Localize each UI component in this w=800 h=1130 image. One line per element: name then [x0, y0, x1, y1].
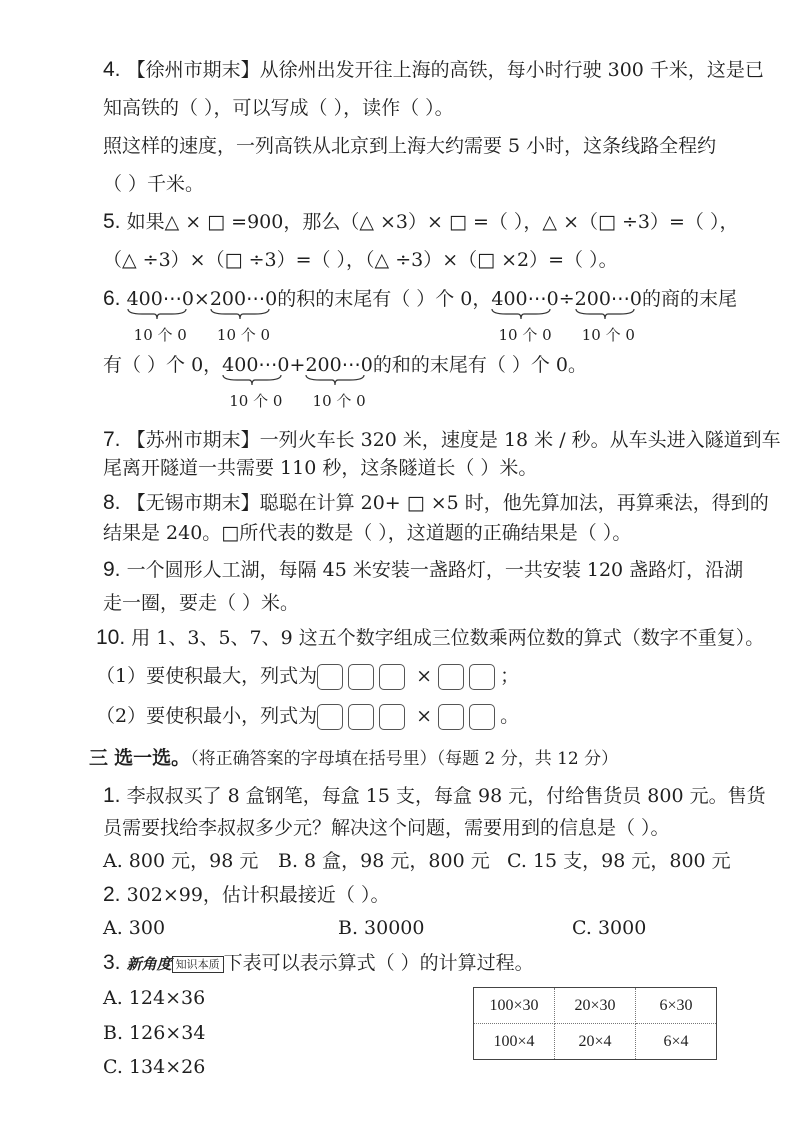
q6-line1: 6. 400⋯0 10 个 0 ×200⋯0 10 个 0 的积的末尾有（ ）个 0，400⋯0 10 个 0 ÷200⋯0 10 个 0 的商的末尾	[103, 287, 738, 344]
q8-line1: 8. 【无锡市期末】聪聪在计算 20+ □ ×5 时，他先算加法，再算乘法，得到的	[103, 491, 769, 514]
c3-option-c[interactable]: C. 134×26	[103, 1056, 206, 1078]
calculation-table	[473, 987, 717, 1060]
q5-line1: 5. 如果△ × □ =900，那么（△ ×3）× □ =（ ），△ ×（□ ÷3）=（ ），	[103, 210, 739, 233]
q6-expr-d: 200⋯0 10 个 0	[574, 288, 643, 344]
q4-line2: 知高铁的（ ），可以写成（ ），读作（ ）。	[103, 97, 454, 119]
answer-box[interactable]	[469, 664, 495, 690]
table-row	[474, 1024, 717, 1060]
answer-box[interactable]	[438, 704, 464, 730]
c3-option-b[interactable]: B. 126×34	[103, 1022, 206, 1044]
q6-expr-f: 200⋯0 10 个 0	[305, 354, 373, 410]
q6-line2: 有（ ）个 0，400⋯0 10 个 0 +200⋯0 10 个 0 的和的末尾有（ ）个 0。	[103, 354, 587, 410]
c2-option-c[interactable]: C. 3000	[572, 917, 647, 939]
c2-option-a[interactable]: A. 300	[103, 917, 166, 939]
c2-line1: 2. 302×99，估计积最接近（ ）。	[103, 883, 390, 906]
c1-option-c[interactable]: C. 15 支，98 元，800 元	[507, 850, 731, 872]
q9-line1: 9. 一个圆形人工湖，每隔 45 米安装一盏路灯，一共安装 120 盏路灯，沿湖	[103, 558, 744, 581]
q10-line1: 10. 用 1、3、5、7、9 这五个数字组成三位数乘两位数的算式（数字不重复）。	[96, 626, 765, 649]
answer-box[interactable]	[348, 664, 374, 690]
table-cell: 20×30	[555, 988, 636, 1024]
c1-option-a[interactable]: A. 800 元，98 元	[103, 850, 259, 872]
q6-expr-a: 400⋯0 10 个 0	[126, 288, 194, 344]
q10-sub1: （1）要使积最大，列式为 × ；	[96, 663, 519, 690]
table-cell: 100×4	[474, 1024, 555, 1060]
answer-box[interactable]	[469, 704, 495, 730]
q6-expr-b: 200⋯0 10 个 0	[209, 288, 278, 344]
q7-line1: 7. 【苏州市期末】一列火车长 320 米，速度是 18 米 / 秒。从车头进入隧道到车	[103, 428, 781, 451]
section-note: （将正确答案的字母填在括号里）（每题 2 分，共 12 分）	[190, 749, 619, 769]
table-cell: 100×30	[474, 988, 555, 1024]
q10-sub2: （2）要使积最小，列式为 × 。	[96, 703, 519, 730]
c3-option-a[interactable]: A. 124×36	[103, 987, 206, 1009]
table-row	[474, 988, 717, 1024]
c1-line1: 1. 李叔叔买了 8 盒钢笔，每盒 15 支，每盒 98 元，付给售货员 800 元。售货	[103, 784, 766, 807]
publisher-logo: 新角度	[126, 955, 172, 973]
table-cell: 6×30	[636, 988, 717, 1024]
section-mark: 三	[89, 747, 109, 769]
q6-expr-e: 400⋯0 10 个 0	[222, 354, 290, 410]
q4-line3: 照这样的速度，一列高铁从北京到上海大约需要 5 小时，这条线路全程约	[103, 135, 717, 157]
answer-box[interactable]	[317, 704, 343, 730]
table-cell: 6×4	[636, 1024, 717, 1060]
c1-option-b[interactable]: B. 8 盒，98 元，800 元	[278, 850, 490, 872]
c2-option-b[interactable]: B. 30000	[338, 917, 425, 939]
c1-line2: 员需要找给李叔叔多少元？解决这个问题，需要用到的信息是（ ）。	[103, 817, 670, 839]
section-header	[89, 745, 618, 772]
tag-badge: 知识本质	[172, 956, 224, 973]
q5-line2: （△ ÷3）×（□ ÷3）=（ ），（△ ÷3）×（□ ×2）=（ ）。	[103, 249, 618, 271]
c3-line1: 3. 新角度 知识本质 下表可以表示算式（ ）的计算过程。	[103, 951, 534, 974]
q7-line2: 尾离开隧道一共需要 110 秒，这条隧道长（ ）米。	[103, 457, 538, 479]
answer-box[interactable]	[438, 664, 464, 690]
answer-box[interactable]	[379, 704, 405, 730]
q8-line2: 结果是 240。□所代表的数是（ ），这道题的正确结果是（ ）。	[103, 522, 632, 544]
q6-expr-c: 400⋯0 10 个 0	[491, 288, 559, 344]
q4-line4: （ ）千米。	[103, 173, 205, 195]
q4-line1: 4. 【徐州市期末】从徐州出发开往上海的高铁，每小时行驶 300 千米，这是已	[103, 58, 764, 81]
answer-box[interactable]	[348, 704, 374, 730]
section-title: 选一选。	[114, 747, 191, 769]
answer-box[interactable]	[379, 664, 405, 690]
q9-line2: 走一圈，要走（ ）米。	[103, 592, 300, 614]
table-cell: 20×4	[555, 1024, 636, 1060]
answer-box[interactable]	[317, 664, 343, 690]
